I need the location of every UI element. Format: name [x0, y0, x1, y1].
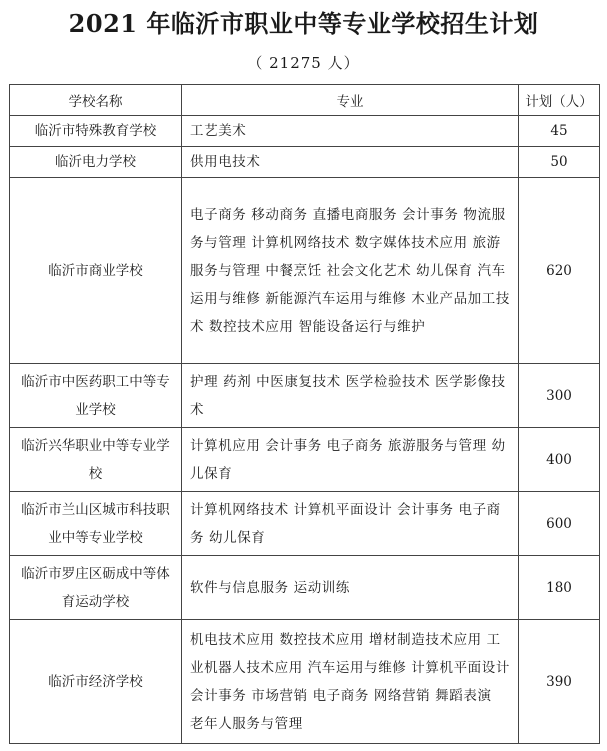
majors-list: 电子商务 移动商务 直播电商服务 会计事务 物流服务与管理 计算机网络技术 数字媒体技术应用 旅游服务与管理 中餐烹饪 社会文化艺术 幼儿保育 汽车运用与维修 新能源汽车运用与维修 木业产品加工技术 数控技术应用 智能设备运行与维护	[182, 178, 519, 364]
majors-list: 计算机应用 会计事务 电子商务 旅游服务与管理 幼儿保育	[182, 428, 519, 492]
plan-count: 180	[519, 556, 600, 620]
table-row	[10, 147, 600, 178]
page-title: 2021 年临沂市职业中等专业学校招生计划	[68, 9, 539, 38]
majors-list: 机电技术应用 数控技术应用 增材制造技术应用 工业机器人技术应用 汽车运用与维修 计算机平面设计 会计事务 市场营销 电子商务 网络营销 舞蹈表演 老年人服务与管理	[182, 620, 519, 744]
table-row	[10, 492, 600, 556]
school-name: 临沂市兰山区城市科技职业中等专业学校	[10, 492, 182, 556]
plan-count: 45	[519, 116, 600, 147]
majors-list: 供用电技术	[182, 147, 519, 178]
plan-count: 50	[519, 147, 600, 178]
table-row	[10, 178, 600, 364]
header-major: 专业	[182, 85, 519, 116]
school-name: 临沂市商业学校	[10, 178, 182, 364]
header-plan: 计划（人）	[519, 85, 600, 116]
table-row	[10, 364, 600, 428]
enrollment-plan-table	[9, 84, 600, 744]
school-name: 临沂兴华职业中等专业学校	[10, 428, 182, 492]
header-school: 学校名称	[10, 85, 182, 116]
school-name: 临沂市特殊教育学校	[10, 116, 182, 147]
school-name: 临沂电力学校	[10, 147, 182, 178]
school-name: 临沂市中医药职工中等专业学校	[10, 364, 182, 428]
majors-list: 护理 药剂 中医康复技术 医学检验技术 医学影像技术	[182, 364, 519, 428]
table-header-row	[10, 85, 600, 116]
page-subtitle: （ 21275 人）	[247, 54, 360, 72]
plan-count: 390	[519, 620, 600, 744]
plan-count: 600	[519, 492, 600, 556]
plan-count: 300	[519, 364, 600, 428]
majors-list: 工艺美术	[182, 116, 519, 147]
majors-list: 计算机网络技术 计算机平面设计 会计事务 电子商务 幼儿保育	[182, 492, 519, 556]
plan-count: 620	[519, 178, 600, 364]
table-row	[10, 116, 600, 147]
table-row	[10, 556, 600, 620]
majors-list: 软件与信息服务 运动训练	[182, 556, 519, 620]
table-row	[10, 428, 600, 492]
table-row	[10, 620, 600, 744]
school-name: 临沂市罗庄区砺成中等体育运动学校	[10, 556, 182, 620]
school-name: 临沂市经济学校	[10, 620, 182, 744]
plan-count: 400	[519, 428, 600, 492]
